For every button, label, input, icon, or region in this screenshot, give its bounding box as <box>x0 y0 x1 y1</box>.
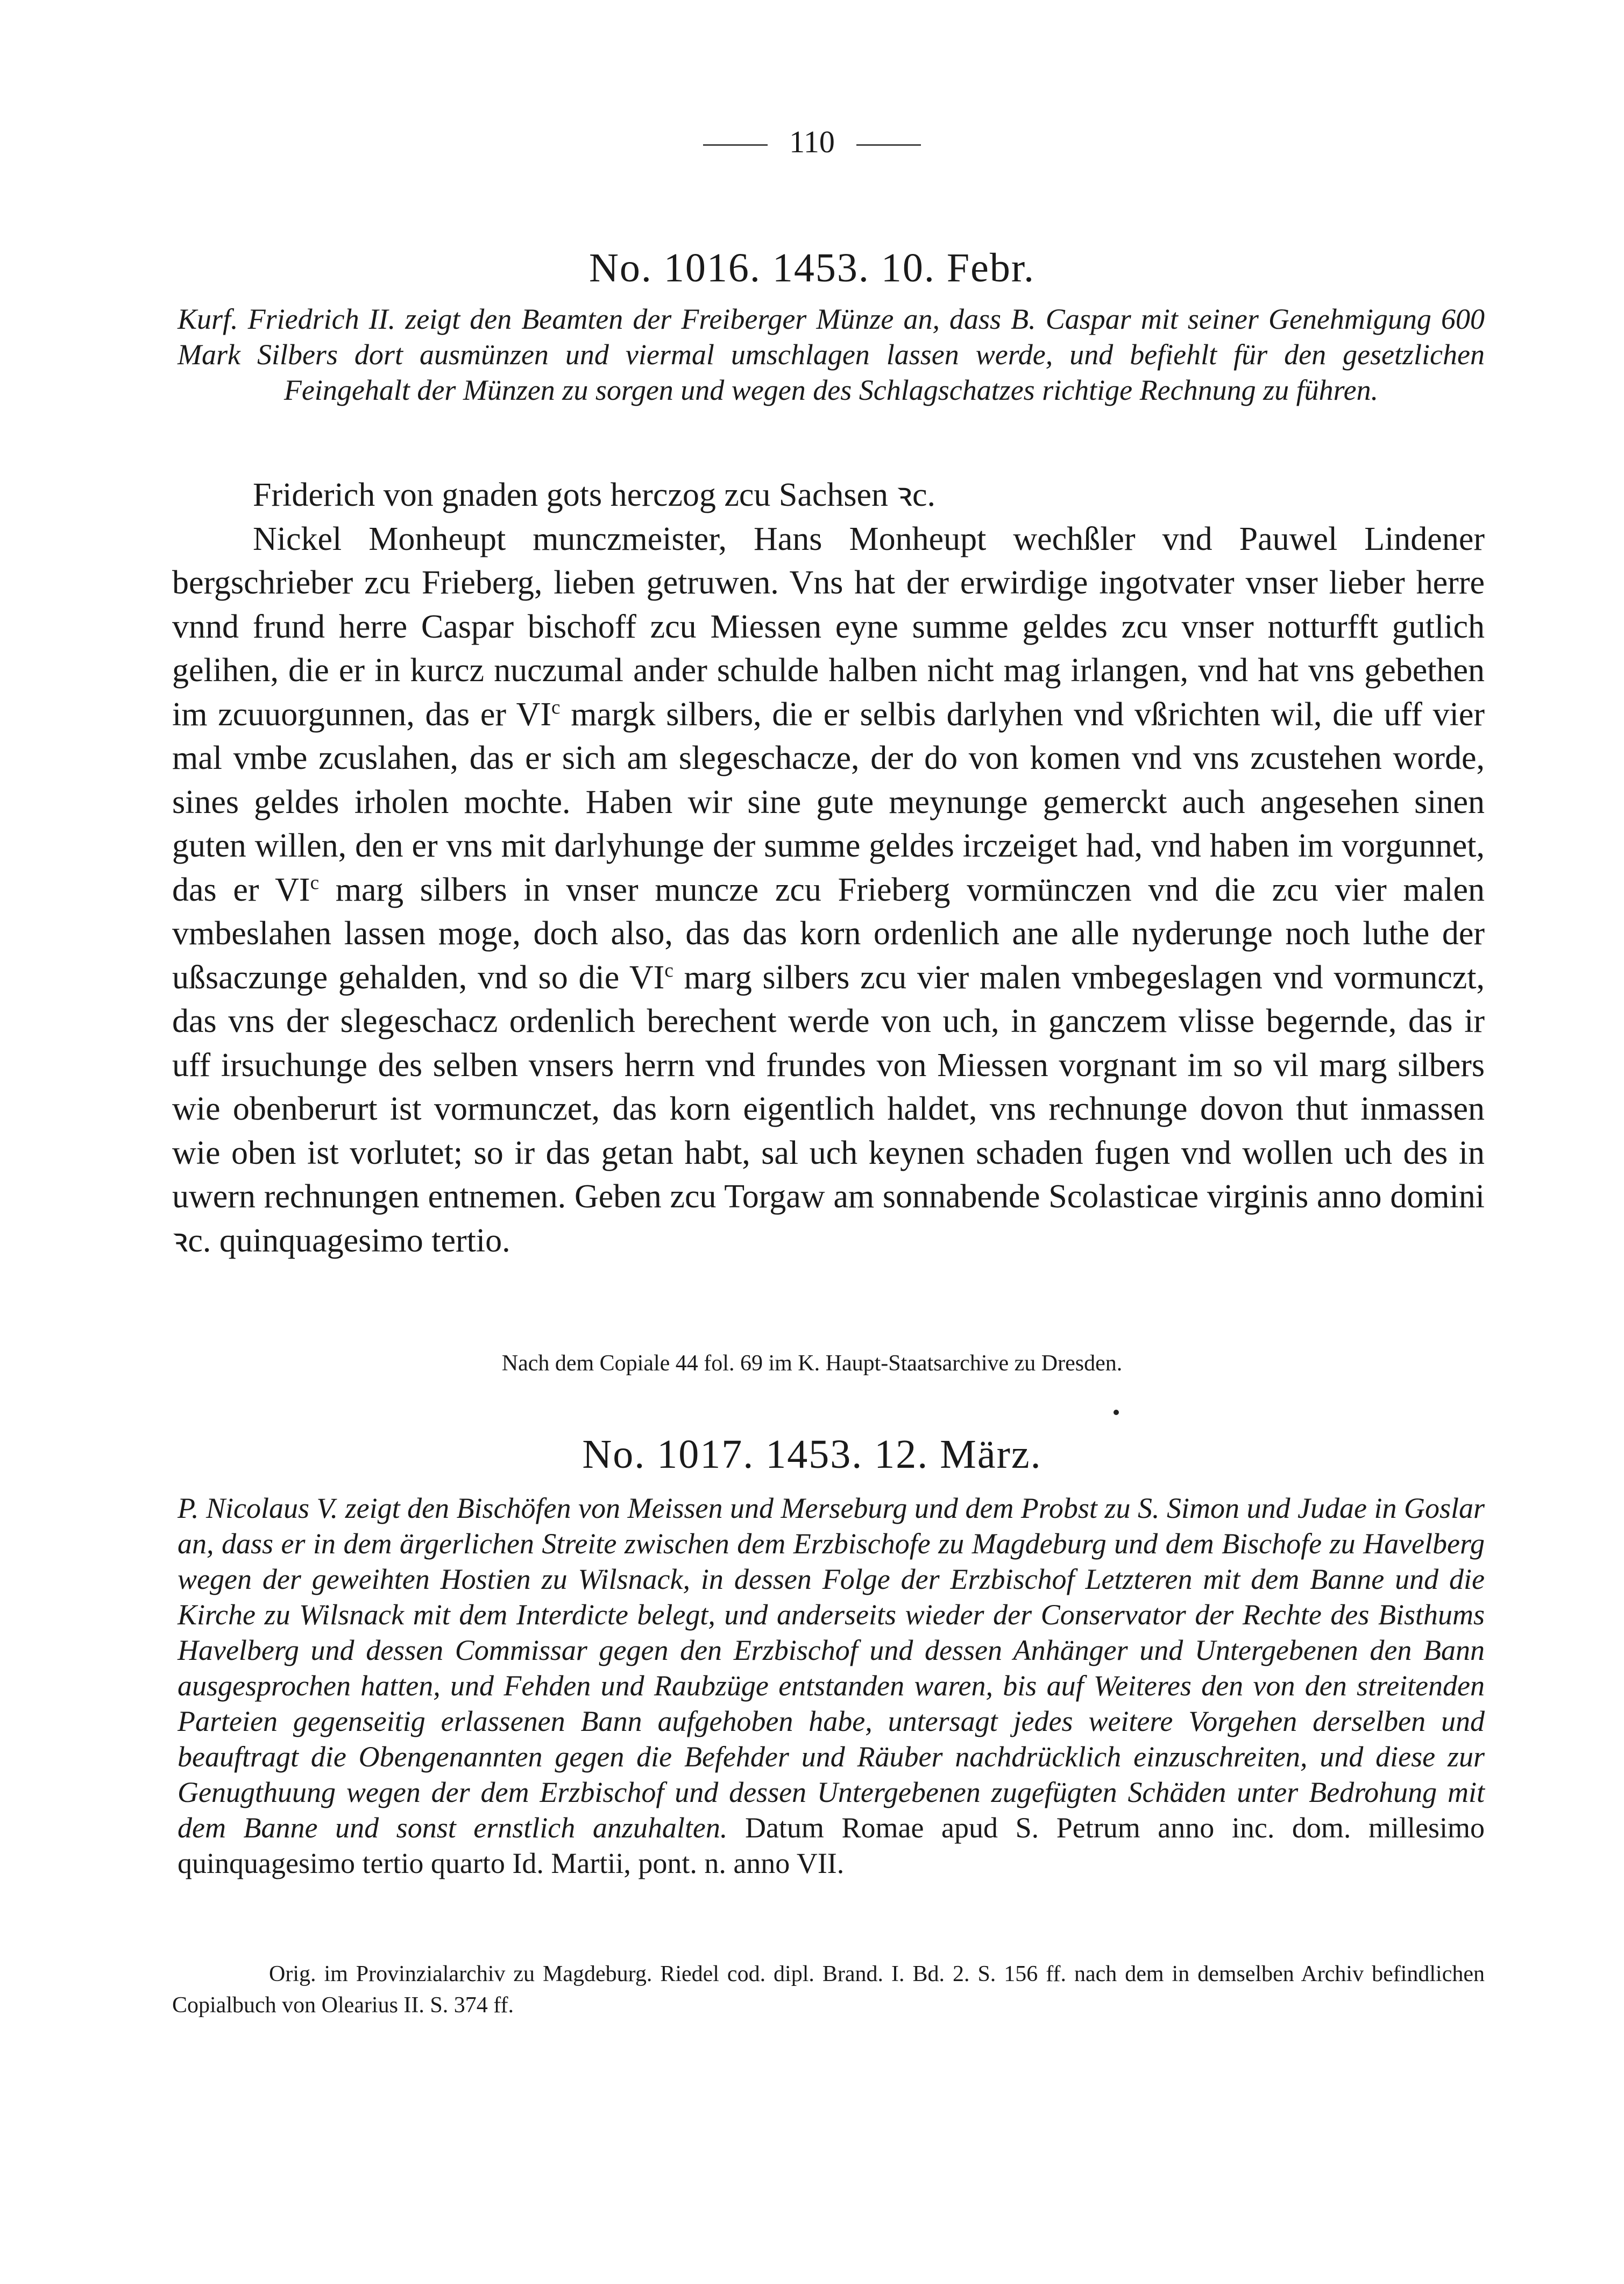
superscript-c-1: c <box>551 696 561 718</box>
ink-speck <box>1114 1410 1119 1415</box>
letter-body <box>172 518 1485 1263</box>
document-text-1016 <box>172 473 1485 1263</box>
entry-heading-1016: No. 1016. 1453. 10. Febr. <box>589 245 1035 291</box>
page-number-text: 110 <box>789 124 835 159</box>
salutation: Friderich von gnaden gots herczog zcu Sachsen ꝛc. <box>253 477 935 513</box>
letter-body-part-4: marg silbers zcu vier malen vmbegeslagen vnd vormunczt, das vns der slegeschacz ordenlich berechent werde von uch, in ganczem vlisse begernde, das ir uff irsuchunge des selben vnsers herrn vnd frundes von Miessen vorgnant im so vil marg silbers wie obenberurt ist vormunczet, das korn eigentlich haldet, vns rechnunge dovon thut inmassen wie oben ist vorlutet; so ir das getan habt, sal uch keynen schaden fugen vnd wollen uch des in uwern rechnungen entnemen. Geben zcu Torgaw am sonnabende Scolasticae virginis anno domini ꝛc. quinquagesimo tertio. <box>172 959 1485 1259</box>
letter-body-part-1: Nickel Monheupt munczmeister, Hans Monheupt wechßler vnd Pauwel Lindener bergschrieber zcu Frieberg, lieben getruwen. Vns hat der erwirdige ingotvater vnser lieber herre vnnd frund herre Caspar bischoff zcu Miessen eyne summe geldes zcu vnser notturfft gutlich gelihen, die er in kurcz nuczumal ander schulde halben nicht mag irlangen, vnd hat vns gebethen im zcuuorgunnen, das er VI <box>172 520 1485 733</box>
source-note-1017: Orig. im Provinzialarchiv zu Magdeburg. Riedel cod. dipl. Brand. I. Bd. 2. S. 156 ff. nach dem in demselben Archiv befindlichen Copialbuch von Olearius II. S. 374 ff. <box>172 1962 1485 2018</box>
superscript-c-3: c <box>664 959 673 981</box>
regest-1017 <box>178 1490 1485 1881</box>
page-number <box>0 124 1624 160</box>
letter-body-part-2: margk silbers, die er selbis darlyhen vnd vßrichten wil, die uff vier mal vmbe zcuslahen, das er sich am slegeschacze, der do von komen vnd vns zcustehen worde, sines geldes irholen mochte. Haben wir sine gute meynunge gemerckt auch angesehen sinen guten willen, den er vns mit darlyhunge der summe geldes irczeiget had, vnd haben im vorgunnet, das er VI <box>172 696 1485 908</box>
page-number-dash-left <box>703 144 768 146</box>
entry-heading-1017: No. 1017. 1453. 12. März. <box>582 1432 1042 1477</box>
regest-1017-dating: Datum Romae apud S. Petrum anno inc. dom. millesimo quinquagesimo tertio quarto Id. Martii, pont. n. anno VII. <box>178 1812 1485 1879</box>
page-number-dash-right <box>856 144 921 146</box>
source-note-1016: Nach dem Copiale 44 fol. 69 im K. Haupt-Staatsarchive zu Dresden. <box>501 1351 1123 1376</box>
regest-1016: Kurf. Friedrich II. zeigt den Beamten der Freiberger Münze an, dass B. Caspar mit seiner Genehmigung 600 Mark Silbers dort ausmünzen und viermal umschlagen lassen werde, und befiehlt für den gesetzlichen Feingehalt der Münzen zu sorgen und wegen des Schlagschatzes richtige Rechnung zu führen. <box>178 303 1485 406</box>
regest-1017-summary: P. Nicolaus V. zeigt den Bischöfen von Meissen und Merseburg und dem Probst zu S. Simon und Judae in Goslar an, dass er in dem ärgerlichen Streite zwischen dem Erzbischofe zu Magdeburg und dem Bischofe zu Havelberg wegen der geweihten Hostien zu Wilsnack, in dessen Folge der Erzbischof Letzteren mit dem Banne und die Kirche zu Wilsnack mit dem Interdicte belegt, und anderseits wieder der Conservator der Rechte des Bisthums Havelberg und dessen Commissar gegen den Erzbischof und dessen Anhänger und Untergebenen den Bann ausgesprochen hatten, und Fehden und Raubzüge entstanden waren, bis auf Weiteres den von den streitenden Parteien gegenseitig erlassenen Bann aufgehoben habe, untersagt jedes weitere Vorgehen derselben und beauftragt die Obengenannten gegen die Befehder und Räuber nachdrücklich einzuschreiten, und diese zur Genugthuung wegen der dem Erzbischof und dessen Untergebenen zugefügten Schäden unter Bedrohung mit dem Banne und sonst ernstlich anzuhalten. <box>178 1492 1485 1844</box>
superscript-c-2: c <box>310 871 320 894</box>
letter-body-part-3: marg silbers in vnser muncze zcu Frieberg vormünczen vnd die zcu vier malen vmbeslahen lassen moge, doch also, das das korn ordenlich ane alle nyderunge noch luthe der ußsaczunge gehalden, vnd so die VI <box>172 871 1485 996</box>
